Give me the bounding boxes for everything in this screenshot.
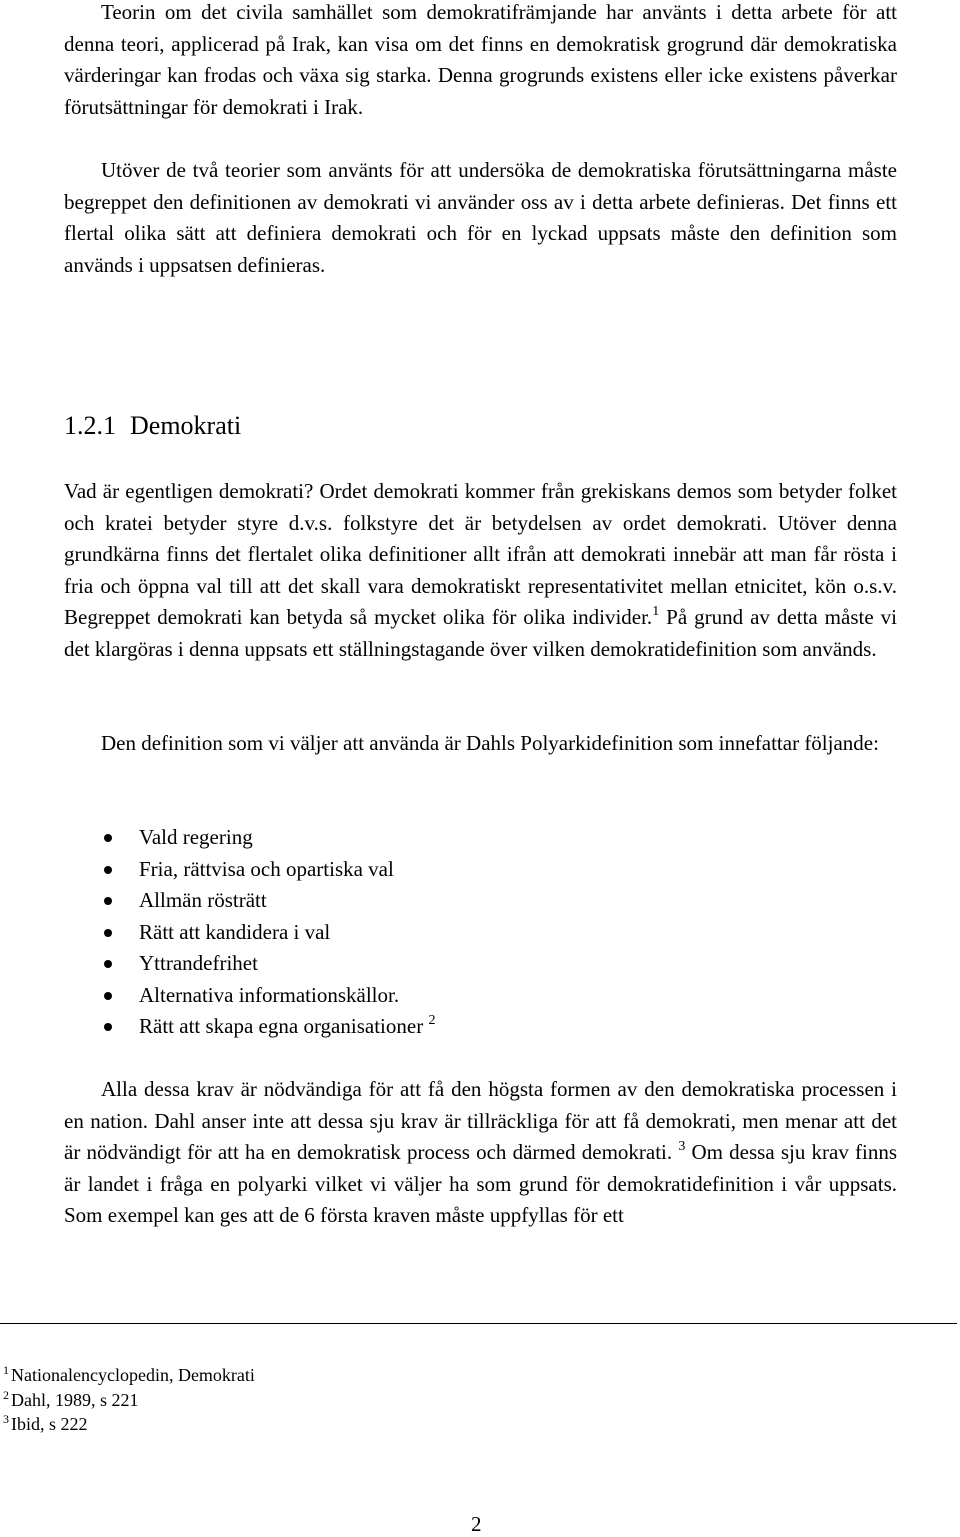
footnote-number: 1 bbox=[3, 1363, 9, 1377]
requirements-list bbox=[64, 822, 897, 1043]
paragraph-what-is-democracy bbox=[64, 476, 897, 665]
bullet-icon bbox=[104, 1023, 112, 1031]
bullet-icon bbox=[104, 960, 112, 968]
section-title: Demokrati bbox=[130, 411, 242, 440]
bullet-icon bbox=[104, 897, 112, 905]
bullet-icon bbox=[104, 992, 112, 1000]
footnote-ref-2[interactable]: 2 bbox=[428, 1013, 436, 1028]
bullet-icon bbox=[104, 834, 112, 842]
section-number: 1.2.1 bbox=[64, 411, 116, 440]
paragraph-text: Alla dessa krav är nödvändiga för att få den högsta formen av den demokratiska processen i en nation. Dahl anser inte att dessa sju krav är tillräckliga för att få demokrati, men menar att det är nödvändigt för att ha en demokratisk process och därmed demokrati. bbox=[64, 1077, 897, 1164]
footnote-text: Ibid, s 222 bbox=[11, 1414, 88, 1434]
paragraph-dahl-definition: Den definition som vi väljer att använda är Dahls Polyarkidefinition som innefattar följande: bbox=[101, 731, 879, 755]
section-heading bbox=[64, 408, 241, 444]
footnote-number: 2 bbox=[3, 1387, 9, 1402]
paragraph-definition-intro: Utöver de två teorier som använts för att undersöka de demokratiska förutsättningarna måste begreppet den definitionen av demokrati vi använder oss av i detta arbete definieras. Det finns ett flertal olika sätt att definiera demokrati och för en lyckad uppsats måste den definition som används i uppsatsen definieras. bbox=[64, 158, 897, 277]
list-item: Rätt att kandidera i val bbox=[64, 917, 897, 949]
paragraph-civil-society: Teorin om det civila samhället som demokratifrämjande har använts i detta arbete för att denna teori, applicerad på Irak, kan visa om det finns en demokratisk grogrund där demokratiska värderingar kan frodas och växa sig starka. Denna grogrunds existens eller icke existens påverkar förutsättningar för demokrati i Irak. bbox=[64, 0, 897, 119]
page-number: 2 bbox=[471, 1512, 482, 1536]
footnote-ref-1[interactable]: 1 bbox=[652, 604, 660, 619]
bullet-icon bbox=[104, 929, 112, 937]
paragraph-text: På grund av detta måste vi det klargöras i denna uppsats ett ställningstagande över vilken demokratidefinition som används. bbox=[64, 605, 897, 661]
footnote bbox=[3, 1363, 255, 1388]
footnote bbox=[3, 1388, 255, 1413]
footnote-number: 3 bbox=[3, 1412, 9, 1426]
footnote bbox=[3, 1412, 255, 1437]
footnotes bbox=[3, 1363, 255, 1437]
list-item: Yttrandefrihet bbox=[64, 948, 897, 980]
list-item: Alternativa informationskällor. bbox=[64, 980, 897, 1012]
footnote-ref-3[interactable]: 3 bbox=[678, 1139, 686, 1154]
footnote-text: Nationalencyclopedin, Demokrati bbox=[11, 1365, 255, 1385]
list-item: Rätt att skapa egna organisationer $^2$ bbox=[64, 1011, 897, 1043]
list-item: Allmän rösträtt bbox=[64, 885, 897, 917]
paragraph-polyarchy bbox=[64, 1074, 897, 1232]
footnote-divider bbox=[0, 1323, 957, 1324]
paragraph-text: Om dessa sju krav finns är landet i fråga en polyarki vilket vi väljer ha som grund för demokratidefinition i vår uppsats. Som exempel kan ges att de 6 första kraven måste uppfyllas för ett bbox=[64, 1140, 898, 1227]
list-item: Vald regering bbox=[64, 822, 897, 854]
bullet-icon bbox=[104, 866, 112, 874]
footnote-text: Dahl, 1989, s 221 bbox=[11, 1389, 139, 1410]
list-item: Fria, rättvisa och opartiska val bbox=[64, 854, 897, 886]
paragraph-text: Vad är egentligen demokrati? Ordet demokrati kommer från grekiskans demos som betyder folket och kratei betyder styre d.v.s. folkstyre det är betydelsen av ordet demokrati. Utöver denna grundkärna finns det flertalet olika definitioner allt ifrån att demokrati innebär att man får rösta i fria och öppna val till att det skall vara demokratiskt representativitet mellan etnicitet, kön o.s.v. Begreppet demokrati kan betyda så mycket olika för olika individer. bbox=[64, 479, 897, 629]
